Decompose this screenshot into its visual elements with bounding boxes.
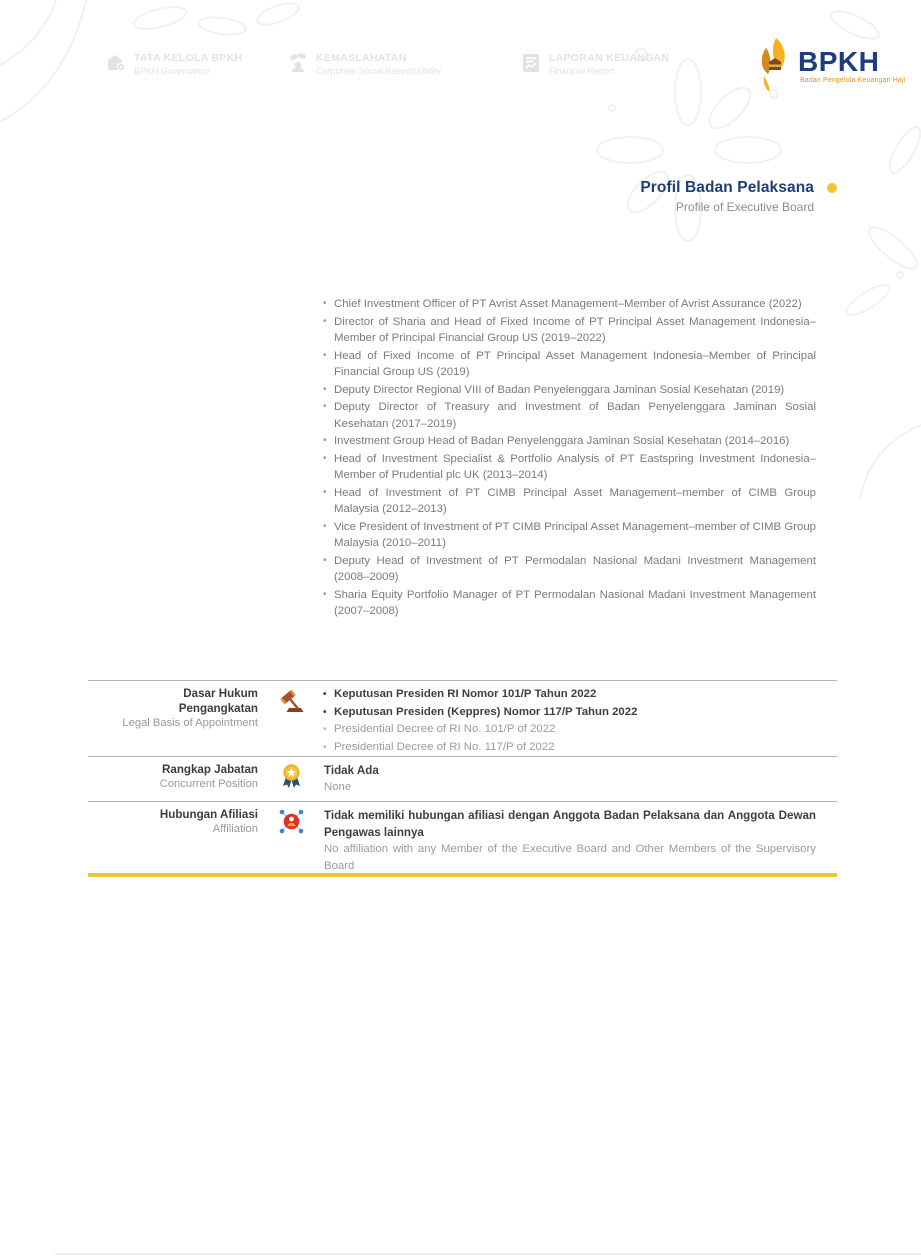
decree-list-en	[324, 721, 816, 756]
list-item: • Head of Fixed Income of PT Principal Asset Management Indonesia–Member of Principal Financial Group US (2019)	[324, 348, 816, 381]
row-label-id: Dasar Hukum Pengangkatan	[178, 687, 258, 715]
bpkh-logo	[752, 36, 905, 99]
decree-list-id	[324, 686, 816, 721]
nav-item-csr	[287, 52, 441, 77]
affiliation-value: Tidak memiliki hubungan afiliasi dengan Anggota Badan Pelaksana dan Anggota Dewan Pengawas lainnya	[324, 809, 816, 839]
medal-icon	[258, 762, 324, 801]
list-item: • Head of Investment of PT CIMB Principal Asset Management–member of CIMB Group Malaysia (2012–2013)	[324, 485, 816, 518]
nav-subtitle: Corporate Social Responsibility	[316, 66, 442, 76]
list-item: • Investment Group Head of Badan Penyelenggara Jaminan Sosial Kesehatan (2014–2016)	[324, 433, 816, 450]
row-label	[88, 686, 258, 757]
list-item: • Sharia Equity Portfolio Manager of PT Permodalan Nasional Madani Investment Management (2007–2008)	[324, 587, 816, 620]
logo-tagline: Badan Pengelola Keuangan Haji	[800, 77, 906, 84]
row-concurrent-position	[88, 756, 837, 801]
bpkh-logo-icon	[752, 36, 794, 99]
nav-title: KEMASLAHATAN	[316, 52, 407, 64]
row-label	[88, 762, 258, 801]
list-item: • Presidential Decree of RI No. 101/P of 2022	[324, 721, 816, 739]
row-affiliation	[88, 801, 837, 872]
list-item: • Keputusan Presiden (Keppres) Nomor 117/P Tahun 2022	[324, 704, 816, 722]
list-item: • Presidential Decree of RI No. 117/P of 2022	[324, 739, 816, 757]
row-label-id: Hubungan Afiliasi	[159, 808, 258, 821]
row-content	[324, 762, 816, 801]
section-title	[640, 179, 837, 214]
affiliation-value-en: No affiliation with any Member of the Executive Board and Other Members of the Supervisory Board	[324, 843, 816, 872]
list-item: • Chief Investment Officer of PT Avrist Asset Management–Member of Avrist Assurance (2022)	[324, 296, 816, 313]
gold-divider	[88, 873, 837, 877]
list-item: • Deputy Director of Treasury and Investment of Badan Penyelenggara Jaminan Sosial Kesehatan (2017–2019)	[324, 399, 816, 432]
list-item: • Deputy Director Regional VIII of Badan Penyelenggara Jaminan Sosial Kesehatan (2019)	[324, 382, 816, 399]
page-title: Profil Badan Pelaksana	[640, 179, 814, 196]
concurrent-position-value-en: None	[324, 781, 352, 793]
csr-icon	[287, 52, 309, 74]
row-label	[88, 807, 258, 872]
row-label-en: Concurrent Position	[159, 778, 258, 790]
list-item: • Deputy Head of Investment of PT Permodalan Nasional Madani Investment Management (2008–2009)	[324, 553, 816, 586]
nav-item-governance	[105, 52, 242, 77]
row-label-id: Rangkap Jabatan	[162, 763, 258, 776]
logo-wordmark: BPKH	[798, 46, 880, 77]
career-history-list	[324, 296, 816, 621]
nav-subtitle: BPKH Governance	[134, 66, 211, 76]
financial-report-icon	[520, 52, 542, 74]
list-item: • Keputusan Presiden RI Nomor 101/P Tahun 2022	[324, 686, 816, 704]
nav-item-financial-report	[520, 52, 669, 77]
affiliation-network-icon	[258, 807, 324, 872]
row-content	[324, 807, 816, 872]
gavel-icon	[258, 686, 324, 757]
page-title-translation: Profile of Executive Board	[675, 200, 814, 214]
row-content	[324, 686, 816, 757]
row-label-en: Affiliation	[212, 823, 258, 835]
concurrent-position-value: Tidak Ada	[324, 764, 379, 777]
nav-title: TATA KELOLA BPKH	[134, 52, 243, 64]
nav-subtitle: Financial Report	[549, 66, 615, 76]
governance-icon	[105, 52, 127, 74]
title-dot-icon	[827, 183, 837, 193]
row-legal-basis	[88, 680, 837, 757]
next-page-edge	[55, 1253, 921, 1255]
list-item: • Director of Sharia and Head of Fixed Income of PT Principal Asset Management Indonesia–Member of Principal Financial Group US (2019–2022)	[324, 314, 816, 347]
nav-title: LAPORAN KEUANGAN	[549, 52, 670, 64]
row-label-en: Legal Basis of Appointment	[122, 717, 258, 729]
list-item: • Head of Investment Specialist & Portfolio Analysis of PT Eastspring Investment Indonesia–Member of Prudential plc UK (2013–2014)	[324, 451, 816, 484]
list-item: • Vice President of Investment of PT CIMB Principal Asset Management–member of CIMB Group Malaysia (2010–2011)	[324, 519, 816, 552]
